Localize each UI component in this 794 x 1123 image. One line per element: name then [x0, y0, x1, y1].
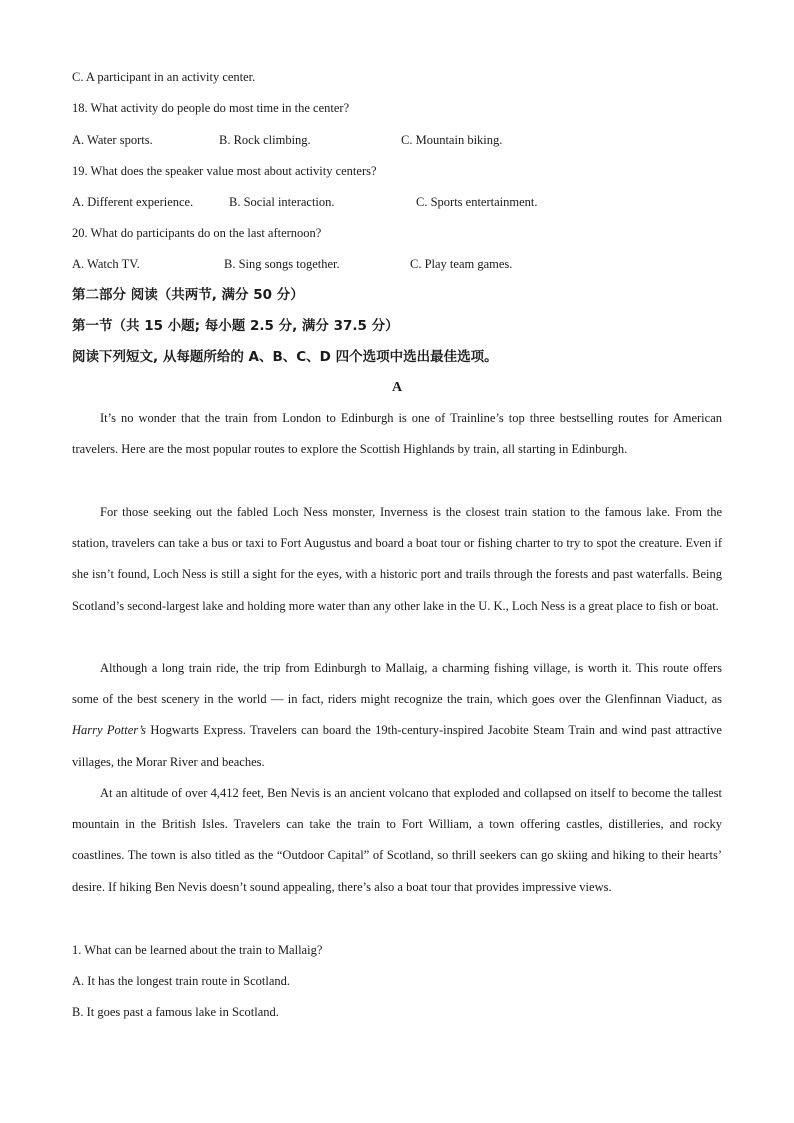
q20-option-b: B. Sing songs together. — [224, 257, 340, 271]
passage-label: A — [391, 380, 403, 395]
paragraph-3-italic-title: Harry Potter’s — [72, 723, 146, 738]
q19-option-a: A. Different experience. — [72, 195, 194, 209]
passage-paragraph-1: It’s no wonder that the train from London to Edinburgh is one of Trainline’s top three bestselling routes for American travelers. Here are the most popular routes to explore the Scottish Highlands by train, all starting in Edinburgh. — [72, 411, 722, 457]
q1-option-b: B. It goes past a famous lake in Scotland. — [72, 1005, 279, 1019]
q1-option-a: A. It has the longest train route in Scotland. — [72, 974, 291, 988]
q18-option-b: B. Rock climbing. — [219, 133, 311, 147]
q18-option-a: A. Water sports. — [72, 133, 153, 147]
subsection-heading: 第一节（共 15 小题; 每小题 2.5 分, 满分 37.5 分） — [72, 318, 399, 334]
q19-option-b: B. Social interaction. — [229, 195, 335, 209]
q20-option-a: A. Watch TV. — [72, 257, 140, 271]
q19-option-c: C. Sports entertainment. — [416, 195, 538, 209]
part-heading: 第二部分 阅读（共两节, 满分 50 分） — [72, 287, 304, 303]
q20-option-c: C. Play team games. — [410, 257, 513, 271]
passage-paragraph-3 — [72, 653, 722, 778]
q17-option-c: C. A participant in an activity center. — [72, 70, 256, 84]
q19-question: 19. What does the speaker value most about activity centers? — [72, 164, 377, 178]
q1-question: 1. What can be learned about the train to Mallaig? — [72, 943, 323, 957]
paragraph-3-text-before: Although a long train ride, the trip from Edinburgh to Mallaig, a charming fishing village, is worth it. This route offers some of the best scenery in the world — in fact, riders might recognize the train, which goes over the Glenfinnan Viaduct, as — [72, 661, 722, 707]
instruction: 阅读下列短文, 从每题所给的 A、B、C、D 四个选项中选出最佳选项。 — [72, 349, 498, 365]
q20-question: 20. What do participants do on the last afternoon? — [72, 226, 322, 240]
paragraph-3-text-after: Hogwarts Express. Travelers can board the 19th-century-inspired Jacobite Steam Train and wind past attractive villages, the Morar River and beaches. — [72, 723, 722, 769]
q18-option-c: C. Mountain biking. — [401, 133, 503, 147]
q18-question: 18. What activity do people do most time in the center? — [72, 101, 350, 115]
passage-paragraph-4: At an altitude of over 4,412 feet, Ben Nevis is an ancient volcano that exploded and collapsed on itself to become the tallest mountain in the British Isles. Travelers can take the train to Fort William, a town offering castles, distilleries, and rocky coastlines. The town is also titled as the “Outdoor Capital” of Scotland, so thrill seekers can go skiing and hiking to their hearts’ desire. If hiking Ben Nevis doesn’t sound appealing, there’s also a boat tour that provides impressive views. — [72, 786, 722, 894]
passage-paragraph-2: For those seeking out the fabled Loch Ness monster, Inverness is the closest train station to the famous lake. From the station, travelers can take a bus or taxi to Fort Augustus and board a boat tour or fishing charter to try to spot the creature. Even if she isn’t found, Loch Ness is still a sight for the eyes, with a historic port and trails through the forests and past waterfalls. Being Scotland’s second-largest lake and holding more water than any other lake in the U. K., Loch Ness is a great place to fish or boat. — [72, 505, 722, 613]
